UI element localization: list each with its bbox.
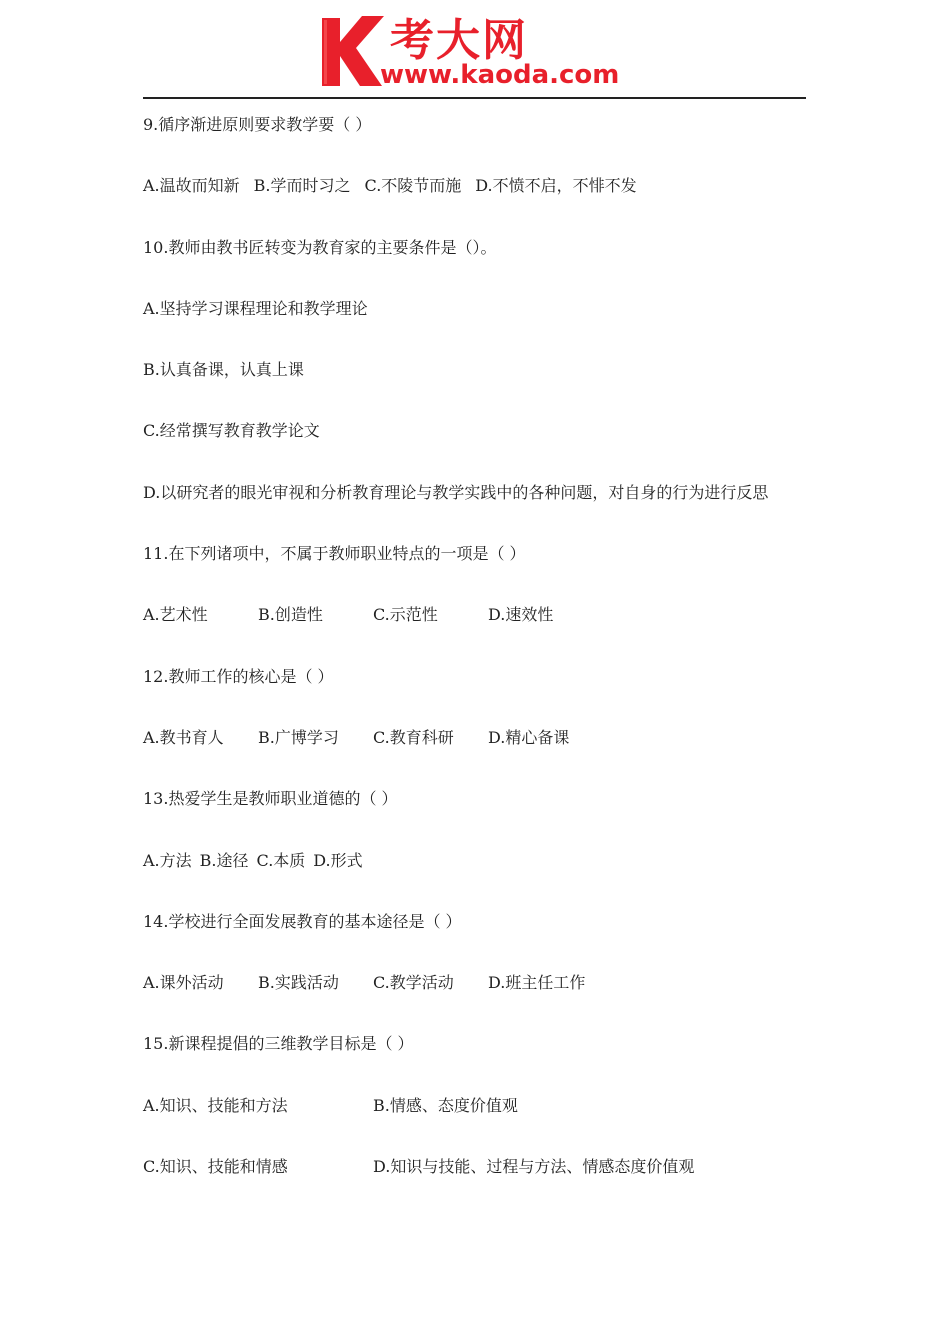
option-d: D.速效性	[488, 605, 554, 625]
question-stem: 11.在下列诸项中，不属于教师职业特点的一项是（ ）	[143, 544, 526, 564]
question-stem: 9.循序渐进原则要求教学要（ ）	[143, 115, 372, 134]
option-d: D.形式	[313, 850, 363, 870]
option-row	[143, 600, 813, 661]
option-c: C.教学活动	[373, 973, 454, 993]
option-c: C.经常撰写教育教学论文	[143, 421, 320, 441]
question-stem: 15.新课程提倡的三维教学目标是（ ）	[143, 1034, 414, 1054]
option-b: B.实践活动	[258, 973, 339, 993]
header-divider	[143, 97, 806, 99]
option-a: A.方法	[143, 850, 192, 870]
option-row	[143, 171, 813, 232]
option-a: A.艺术性	[143, 605, 208, 625]
site-logo[interactable]	[318, 8, 638, 92]
question-stem: 10.教师由教书匠转变为教育家的主要条件是（）。	[143, 237, 497, 257]
question-stem: 12.教师工作的核心是（ ）	[143, 666, 334, 686]
option-d: D.班主任工作	[488, 973, 586, 993]
option-a: A.知识、技能和方法	[143, 1095, 288, 1115]
option-c: C.本质	[256, 850, 306, 870]
page-header	[0, 0, 950, 100]
option-row	[143, 1152, 813, 1213]
question-stem: 14.学校进行全面发展教育的基本途径是（ ）	[143, 911, 462, 931]
option-c: C.不陵节而施	[364, 176, 462, 196]
k-logo-icon	[318, 12, 386, 88]
option-b: B.途径	[199, 850, 249, 870]
option-row	[143, 1091, 813, 1152]
option-a: A.教书育人	[143, 727, 224, 747]
option-a: A.课外活动	[143, 973, 224, 993]
option-row	[143, 846, 813, 907]
question-stem: 13.热爱学生是教师职业道德的（ ）	[143, 789, 398, 809]
option-row	[143, 723, 813, 784]
option-b: B.认真备课，认真上课	[143, 360, 304, 380]
logo-url: www.kaoda.com	[380, 60, 620, 90]
option-b: B.学而时习之	[253, 176, 351, 196]
option-a: A.坚持学习课程理论和教学理论	[143, 298, 368, 318]
logo-title: 考大网	[390, 15, 528, 66]
option-b: B.广博学习	[258, 727, 339, 747]
option-c: C.教育科研	[373, 727, 454, 747]
option-a: A.温故而知新	[143, 176, 240, 196]
option-b: B.创造性	[258, 605, 323, 625]
question-list	[143, 110, 813, 1213]
option-d: D.精心备课	[488, 727, 570, 747]
option-d: D.不愤不启，不悱不发	[475, 176, 637, 196]
option-b: B.情感、态度价值观	[373, 1095, 518, 1115]
option-d: D.以研究者的眼光审视和分析教育理论与教学实践中的各种问题，对自身的行为进行反思	[143, 482, 769, 502]
option-c: C.知识、技能和情感	[143, 1157, 288, 1177]
option-c: C.示范性	[373, 605, 438, 625]
option-d: D.知识与技能、过程与方法、情感态度价值观	[373, 1157, 695, 1177]
option-row	[143, 968, 813, 1029]
